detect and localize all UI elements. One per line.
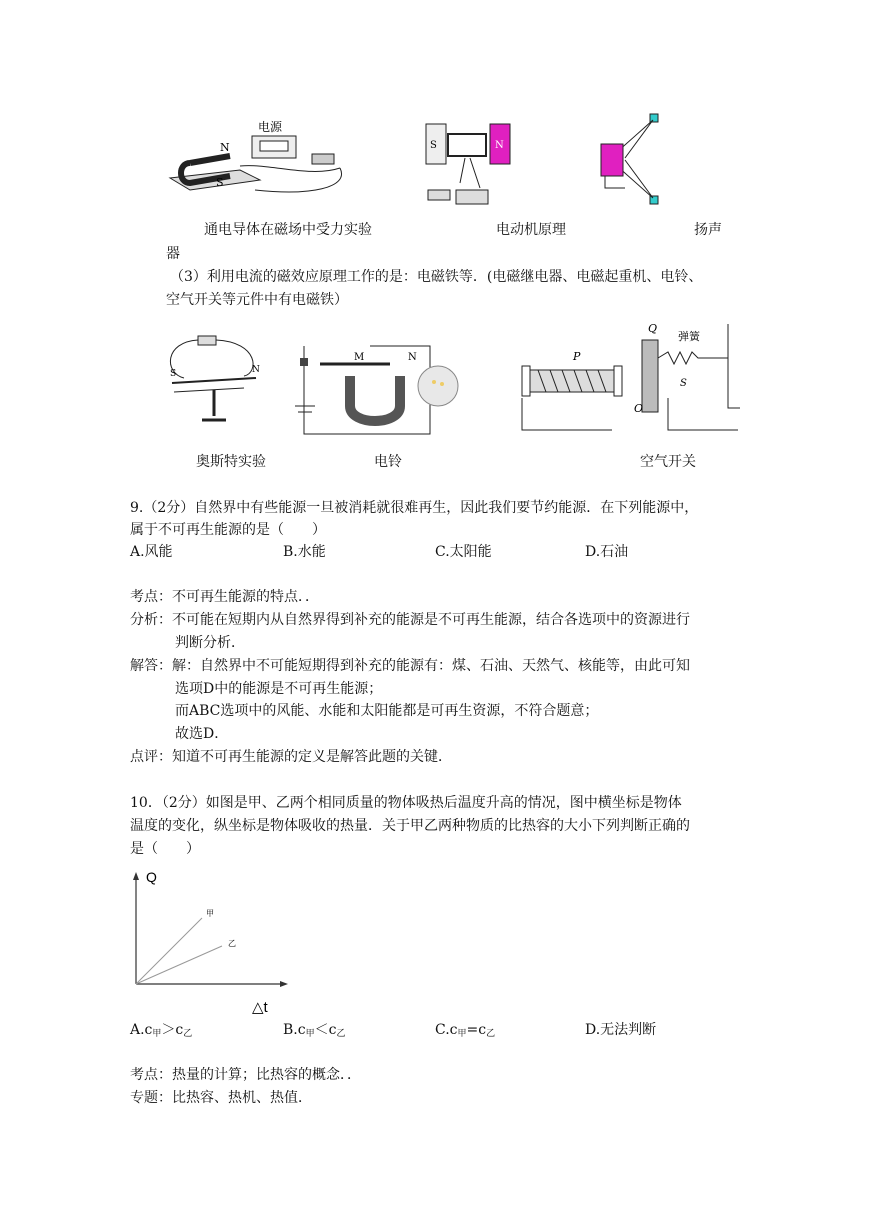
q9-stem-line2: 属于不可再生能源的是（ ） xyxy=(130,522,326,538)
figure-loudspeaker xyxy=(595,112,665,207)
section3-line1: （3）利用电流的磁效应原理工作的是：电磁铁等．(电磁继电器、电磁起重机、电铃、 xyxy=(170,269,703,285)
q9-option-b: B.水能 xyxy=(283,544,326,560)
figure-air-switch xyxy=(508,318,744,436)
q9-jieda-line2: 选项D中的能源是不可再生能源； xyxy=(175,681,383,697)
graph-x-axis-label: △t xyxy=(252,999,268,1016)
label-q: Q xyxy=(648,322,658,335)
label-power: 电源 xyxy=(258,120,283,134)
caption-bell: 电铃 xyxy=(374,454,402,470)
label-n-bell: N xyxy=(408,352,417,363)
label-s: S xyxy=(216,176,224,189)
q9-option-c: C.太阳能 xyxy=(435,544,492,560)
caption-conductor-force: 通电导体在磁场中受力实验 xyxy=(204,222,372,238)
q9-option-d: D.石油 xyxy=(585,544,629,560)
q10-option-c xyxy=(435,1019,495,1045)
q10-option-d: D.无法判断 xyxy=(585,1022,657,1038)
label-m: M xyxy=(354,352,365,363)
q9-jieda-line3: 而ABC选项中的风能、水能和太阳能都是可再生资源，不符合题意； xyxy=(175,703,599,719)
label-n: N xyxy=(220,141,230,154)
graph-line-jia xyxy=(136,918,202,984)
label-oersted-n: N xyxy=(252,365,260,375)
caption-speaker-wrap: 器 xyxy=(166,246,180,262)
label-s-switch: S xyxy=(680,378,687,389)
graph-label-yi: 乙 xyxy=(228,939,236,948)
graph-label-jia: 甲 xyxy=(206,909,214,918)
q9-jieda-line4: 故选D． xyxy=(175,726,229,742)
figure-oersted-experiment xyxy=(164,328,264,428)
figure-motor-principle xyxy=(420,118,520,213)
q10-stem-line1: 10．（2分）如图是甲、乙两个相同质量的物体吸热后温度升高的情况，图中横坐标是物体 xyxy=(130,795,682,811)
option-b-sub1: 甲 xyxy=(305,1029,315,1039)
q9-jieda-line1: 解答：解：自然界中不可能短期得到补充的能源有：煤、石油、天然气、核能等，由此可知 xyxy=(130,658,690,674)
label-spring: 弹簧 xyxy=(678,330,700,343)
q10-option-b xyxy=(283,1019,345,1045)
option-c-sub1: 甲 xyxy=(457,1029,467,1039)
caption-motor: 电动机原理 xyxy=(496,222,566,238)
option-a-sub1: 甲 xyxy=(152,1029,162,1039)
option-b-op: ＜c xyxy=(314,1022,337,1038)
section3-line2: 空气开关等元件中有电磁铁） xyxy=(166,292,348,308)
graph-y-axis-label: Q xyxy=(146,869,157,885)
option-a-prefix: A.c xyxy=(130,1022,153,1038)
q9-fenxi-line2: 判断分析． xyxy=(175,635,245,651)
figure-current-conductor-in-magnetic-field xyxy=(160,118,360,203)
graph-line-yi xyxy=(136,946,222,984)
label-motor-s: S xyxy=(430,140,437,151)
q10-kaodian: 考点：热量的计算；比热容的概念．． xyxy=(130,1067,361,1083)
label-oersted-s: S xyxy=(170,369,177,379)
option-b-prefix: B.c xyxy=(283,1022,306,1038)
q9-option-a: A.风能 xyxy=(130,544,173,560)
option-c-sub2: 乙 xyxy=(486,1029,496,1039)
q9-fenxi-line1: 分析：不可能在短期内从自然界得到补充的能源是不可再生能源，结合各选项中的资源进行 xyxy=(130,612,690,628)
option-c-prefix: C.c xyxy=(435,1022,458,1038)
option-b-sub2: 乙 xyxy=(336,1029,346,1039)
q9-dianping: 点评：知道不可再生能源的定义是解答此题的关键． xyxy=(130,749,452,765)
q9-stem-line1: 9.（2分）自然界中有些能源一旦被消耗就很难再生，因此我们要节约能源．在下列能源中， xyxy=(130,500,699,516)
q10-zhuanti: 专题：比热容、热机、热值． xyxy=(130,1090,312,1106)
label-p: P xyxy=(573,350,581,363)
option-a-op: ＞c xyxy=(161,1022,184,1038)
q9-kaodian: 考点：不可再生能源的特点．． xyxy=(130,589,319,605)
caption-oersted: 奥斯特实验 xyxy=(196,454,266,470)
option-a-sub2: 乙 xyxy=(183,1029,193,1039)
q10-stem-line2: 温度的变化，纵坐标是物体吸收的热量．关于甲乙两种物质的比热容的大小下列判断正确的 xyxy=(130,818,690,834)
q10-option-a xyxy=(130,1019,192,1045)
q10-stem-line3: 是（ ） xyxy=(130,841,200,857)
caption-speaker: 扬声 xyxy=(694,222,722,238)
label-motor-n: N xyxy=(495,140,504,151)
label-o: O xyxy=(634,402,644,415)
option-c-op: =c xyxy=(466,1022,487,1038)
caption-air-switch: 空气开关 xyxy=(640,454,696,470)
figure-electric-bell xyxy=(290,326,465,441)
q10-graph xyxy=(124,866,304,1016)
